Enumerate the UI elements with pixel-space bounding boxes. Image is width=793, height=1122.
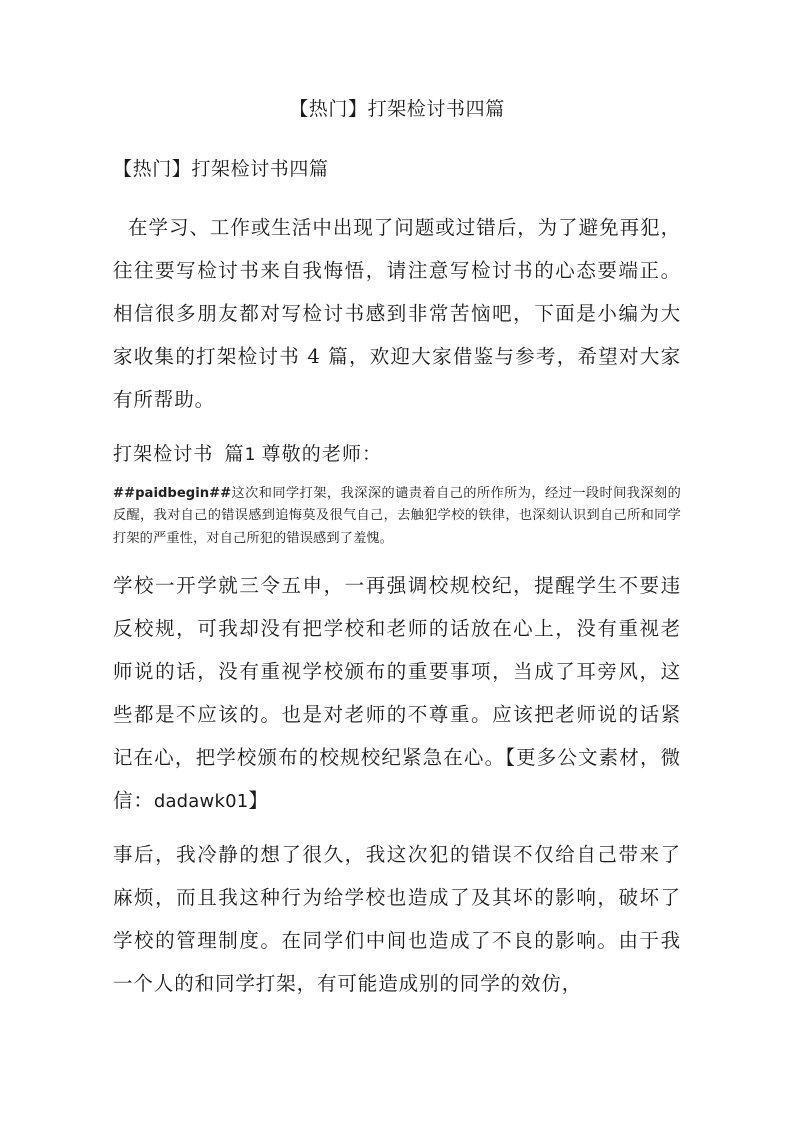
- page-title: 【热门】打架检讨书四篇: [289, 98, 505, 120]
- body-paragraph-1: [113, 564, 681, 823]
- section-heading-label: 打架检讨书: [113, 443, 214, 465]
- document-content: [113, 92, 681, 1015]
- section-heading-piece: 篇: [224, 443, 245, 465]
- body-paragraph-1-tail: 】: [248, 789, 269, 813]
- wechat-label: 信：: [113, 789, 154, 813]
- section-heading-salutation: 尊敬的老师：: [261, 443, 383, 465]
- document-subtitle: 【热门】打架检讨书四篇: [113, 158, 329, 180]
- inserted-small-paragraph: [113, 483, 681, 550]
- section-heading: [113, 433, 681, 477]
- wechat-id: dadawk01: [153, 791, 249, 813]
- small-paragraph-text: 这次和同学打架，我深深的谴责着自己的所作所为，经过一段时间我深刻的反醒，我对自己的错误感到追悔莫及很气自己，去触犯学校的铁律，也深刻认识到自己所和同学打架的严重性，对自己所犯的错误感到了羞愧。: [113, 486, 681, 546]
- section-heading-number: 1: [244, 445, 257, 465]
- body-paragraph-2: 事后，我冷静的想了很久，我这次犯的错误不仅给自己带来了麻烦，而且我这种行为给学校也造成了及其坏的影响，破坏了学校的管理制度。在同学们中间也造成了不良的影响。由于我一个人的和同学打架，有可能造成别的同学的效仿，: [113, 843, 681, 996]
- intro-paragraph: 在学习、工作或生活中出现了问题或过错后，为了避免再犯，往往要写检讨书来自我悔悟，请注意写检讨书的心态要端正。相信很多朋友都对写检讨书感到非常苦恼吧，下面是小编为大家收集的打架检讨书 4 篇，欢迎大家借鉴与参考，希望对大家有所帮助。: [113, 216, 681, 411]
- paid-begin-marker: ##paidbegin##: [113, 486, 232, 501]
- body-paragraph-1-lead: 学校一开学就三令五申，一再强调校规校纪，提醒学生不要违反校规，可我却没有把学校和老师的话放在心上，没有重视老师说的话，没有重视学校颁布的重要事项，当成了耳旁风，这些都是不应该的。也是对老师的不尊重。应该把老师说的话紧记在心，把学校颁布的校规校纪紧急在心。【更多公文素材，微: [113, 574, 681, 770]
